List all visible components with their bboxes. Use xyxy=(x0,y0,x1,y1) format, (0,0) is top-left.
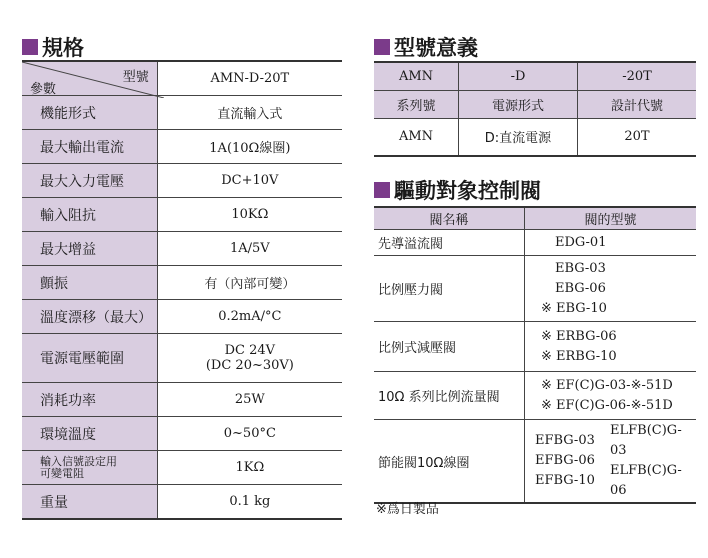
model-mid-cell: 系列號 xyxy=(374,90,459,118)
valve-name: 10Ω 系列比例流量閥 xyxy=(374,372,525,420)
spec-label: 最大入力電壓 xyxy=(22,164,157,198)
model-title: 型號意義 xyxy=(394,36,478,60)
spec-value xyxy=(157,334,342,383)
model-mid-cell: 設計代號 xyxy=(578,90,697,118)
spec-value: 0.2mA/°C xyxy=(157,300,342,334)
valve-model: EFBG-10 xyxy=(535,473,595,488)
valve-model: ※ ERBG-10 xyxy=(541,348,617,364)
spec-value: 1A(10Ω線圈) xyxy=(157,130,342,164)
valve-model: ELFB(C)G-03 xyxy=(610,423,682,458)
spec-header-cell xyxy=(22,61,157,96)
valve-model: ※ EF(C)G-06-※-51D xyxy=(541,397,673,413)
header-model: 型號 xyxy=(122,70,149,85)
valve-model: EDG-01 xyxy=(525,230,697,256)
spec-label: 環境溫度 xyxy=(22,417,157,451)
drive-table xyxy=(374,206,696,504)
valve-model: EBG-03 xyxy=(555,260,606,276)
spec-label-line2: 可變電阻 xyxy=(40,466,84,480)
valve-model: ※ EF(C)G-03-※-51D xyxy=(541,377,673,393)
spec-value-line1: DC 24V xyxy=(224,343,276,358)
spec-value: 1A/5V xyxy=(157,232,342,266)
square-bullet-icon xyxy=(22,39,38,55)
spec-table xyxy=(22,60,342,520)
valve-model: EFBG-06 xyxy=(535,453,595,468)
valve-name: 節能閥10Ω線圈 xyxy=(374,420,525,504)
valve-name: 比例壓力閥 xyxy=(374,256,525,322)
drive-section-title xyxy=(374,175,541,205)
drive-header-model: 閥的型號 xyxy=(525,207,697,230)
drive-header-name: 閥名稱 xyxy=(374,207,525,230)
spec-label: 電源電壓範圍 xyxy=(22,334,157,383)
spec-label: 消耗功率 xyxy=(22,383,157,417)
square-bullet-icon xyxy=(374,39,390,55)
spec-label: 顫振 xyxy=(22,266,157,300)
header-param: 參數 xyxy=(30,82,57,97)
spec-label: 輸入阻抗 xyxy=(22,198,157,232)
spec-value: 直流輸入式 xyxy=(157,96,342,130)
model-top-cell: -D xyxy=(459,62,578,90)
valve-models xyxy=(525,322,697,372)
valve-model: EBG-06 xyxy=(555,280,606,296)
model-top-cell: -20T xyxy=(578,62,697,90)
valve-models xyxy=(525,420,697,504)
valve-name: 先導溢流閥 xyxy=(374,230,525,256)
model-top-cell: AMN xyxy=(374,62,459,90)
model-bottom-cell: D:直流電源 xyxy=(459,118,578,156)
spec-label xyxy=(22,451,157,485)
model-mid-cell: 電源形式 xyxy=(459,90,578,118)
square-bullet-icon xyxy=(374,182,390,198)
spec-value: 0.1 kg xyxy=(229,494,271,509)
model-table xyxy=(374,61,696,157)
spec-value: 0~50°C xyxy=(157,417,342,451)
header-value: AMN-D-20T xyxy=(157,61,342,96)
spec-value: 10KΩ xyxy=(157,198,342,232)
spec-value: 有（內部可變） xyxy=(157,266,342,300)
spec-title: 規格 xyxy=(42,36,84,60)
spec-label: 最大增益 xyxy=(22,232,157,266)
valve-models xyxy=(525,256,697,322)
spec-value: DC+10V xyxy=(157,164,342,198)
spec-value: 25W xyxy=(157,383,342,417)
spec-value-line2: (DC 20~30V) xyxy=(205,358,294,373)
valve-model: EFBG-03 xyxy=(535,433,595,448)
spec-label: 機能形式 xyxy=(22,96,157,130)
model-bottom-cell: AMN xyxy=(374,118,459,156)
spec-value: 1KΩ xyxy=(157,451,342,485)
valve-model: ※ EBG-10 xyxy=(541,300,607,316)
model-section-title xyxy=(374,32,478,62)
spec-label: 最大輸出電流 xyxy=(22,130,157,164)
valve-model: ※ ERBG-06 xyxy=(541,328,617,344)
valve-models xyxy=(525,372,697,420)
spec-label: 溫度漂移（最大） xyxy=(22,300,157,334)
spec-label: 重量 xyxy=(22,485,157,520)
drive-title: 驅動對象控制閥 xyxy=(394,179,541,203)
spec-section-title xyxy=(22,32,84,62)
spec-label-line1: 輸入信號設定用 xyxy=(40,454,117,468)
valve-name: 比例式減壓閥 xyxy=(374,322,525,372)
valve-model: ELFB(C)G-06 xyxy=(610,463,682,498)
footnote: ※爲日製品 xyxy=(376,502,439,517)
model-bottom-cell: 20T xyxy=(624,129,650,145)
